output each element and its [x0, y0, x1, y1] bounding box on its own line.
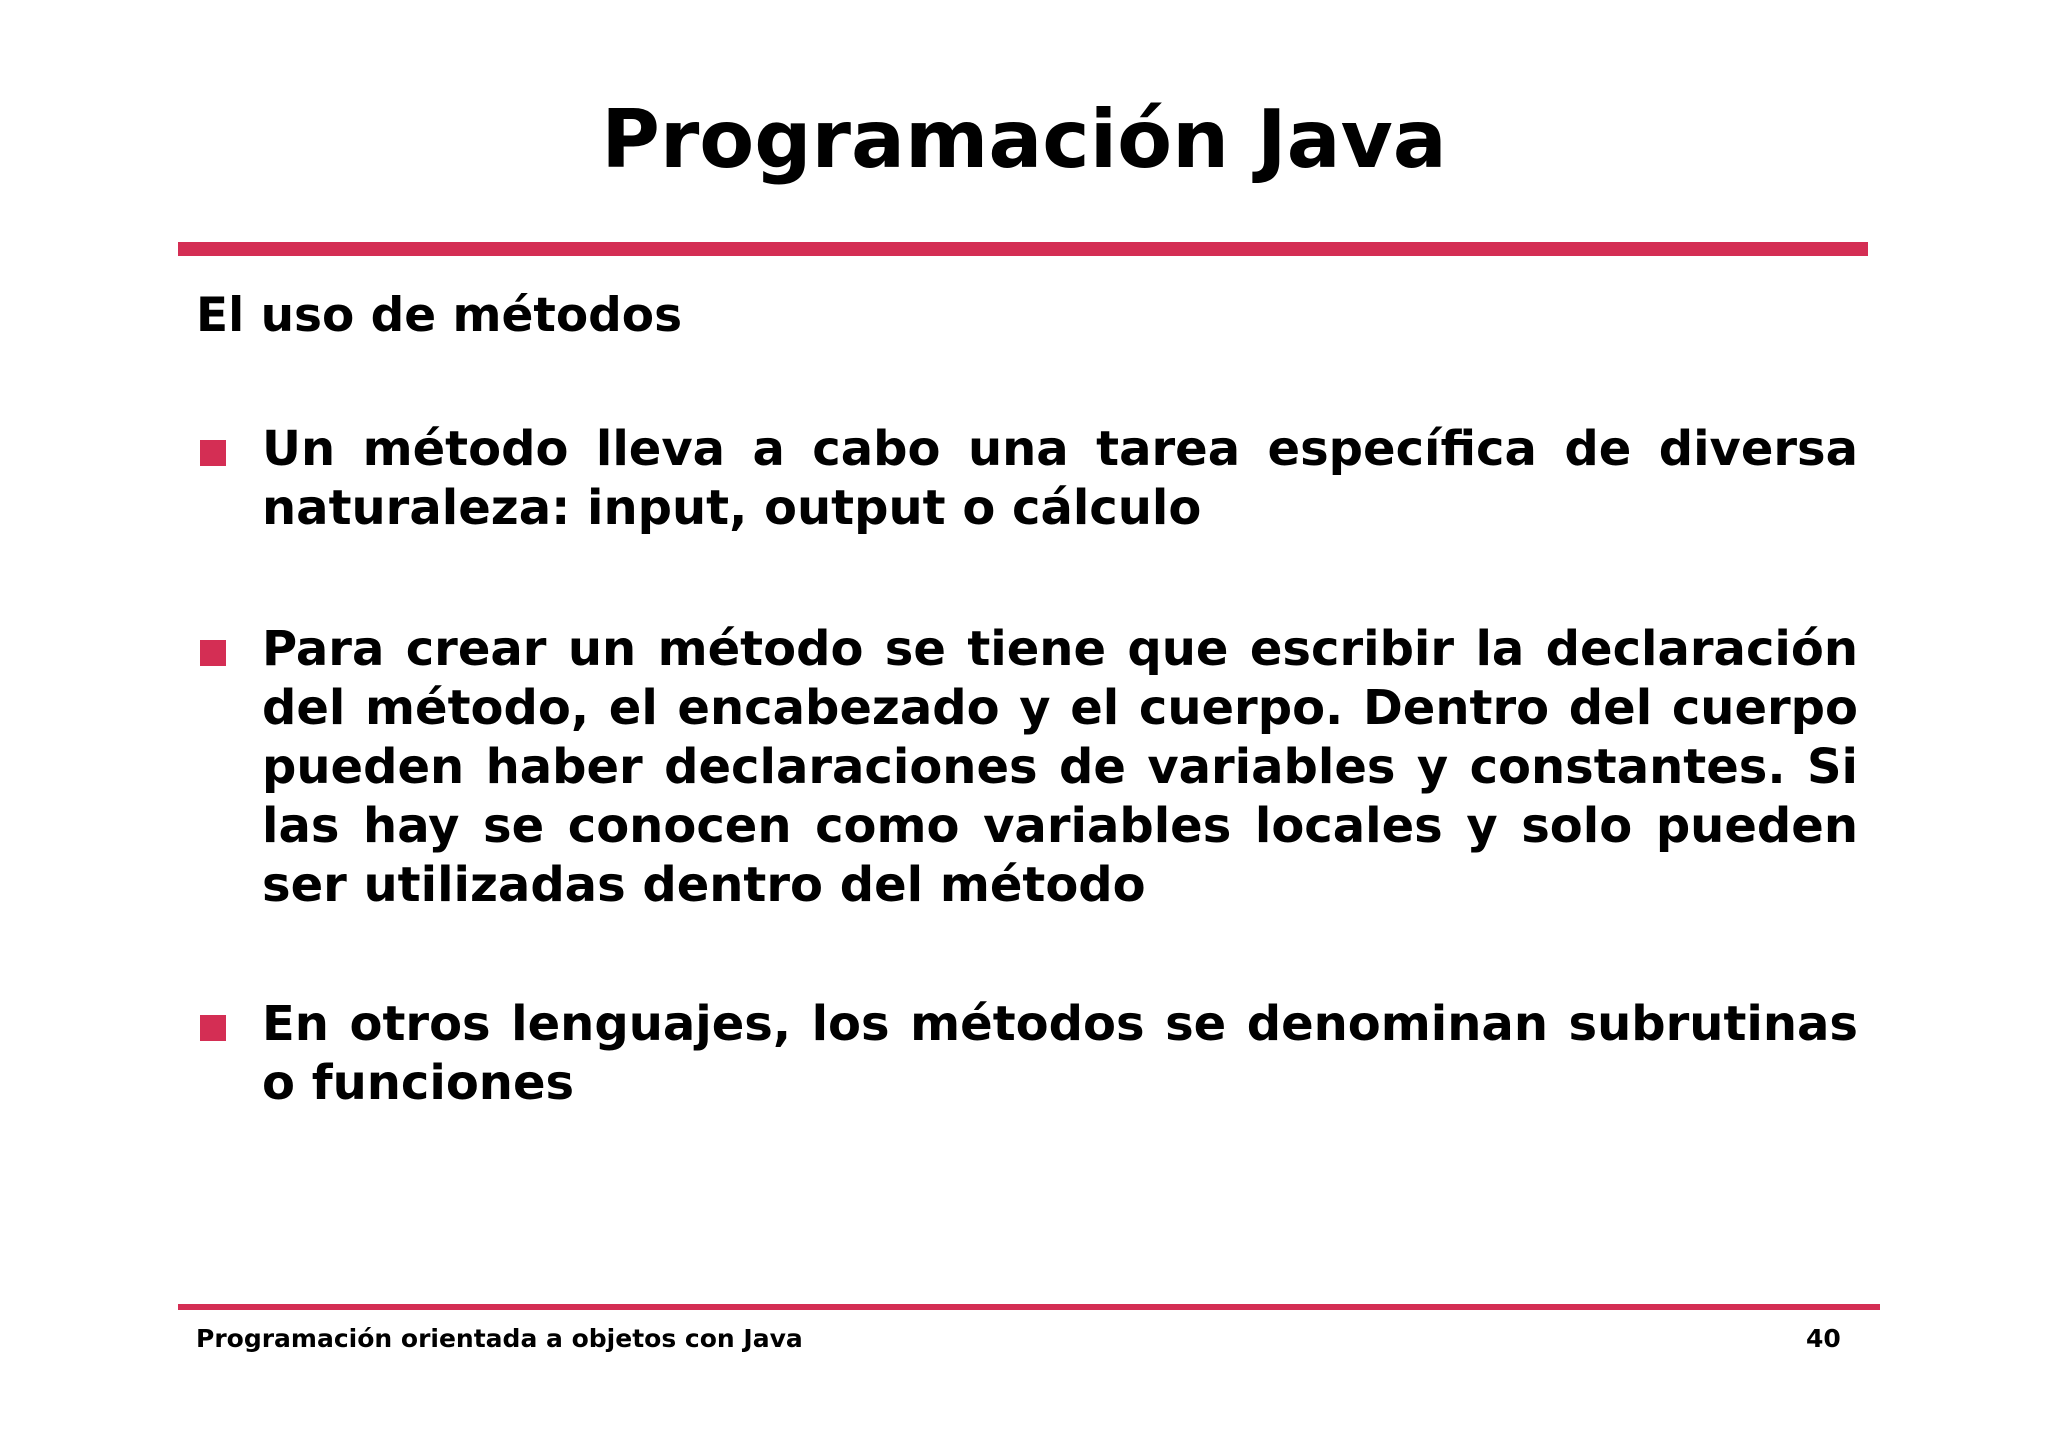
square-bullet-icon	[200, 640, 226, 666]
slide-subtitle: El uso de métodos	[196, 288, 683, 343]
title-divider	[178, 242, 1868, 256]
footer-course-title: Programación orientada a objetos con Java	[196, 1324, 803, 1353]
square-bullet-icon	[200, 440, 226, 466]
bullet-text: Para crear un método se tiene que escribir la declaración del método, el encabezado y el cuerpo. Dentro del cuerpo pueden haber declaraciones de variables y constantes. Si las hay se conocen como variables locales y solo pueden ser utilizadas dentro del método	[262, 621, 1858, 913]
slide-title: Programación Java	[601, 93, 1447, 186]
footer-divider	[178, 1304, 1880, 1310]
slide: Programación Java El uso de métodos Un método lleva a cabo una tarea específica de diversa naturaleza: input, output o cálculo Para crear un método se tiene que escribir la declaración del método, el encabezado y el cuerpo. Dentro del cuerpo pueden haber declaraciones de variables y constantes. Si las hay se conocen como variables locales y solo pueden ser utilizadas dentro del método En otros lenguajes, los métodos se denominan subrutinas o funciones Programación orientada a objetos con Java 40	[0, 0, 2048, 1447]
square-bullet-icon	[200, 1015, 226, 1041]
bullet-text: En otros lenguajes, los métodos se denominan subrutinas o funciones	[262, 996, 1858, 1111]
bullet-text: Un método lleva a cabo una tarea específica de diversa naturaleza: input, output o cálculo	[262, 421, 1858, 536]
